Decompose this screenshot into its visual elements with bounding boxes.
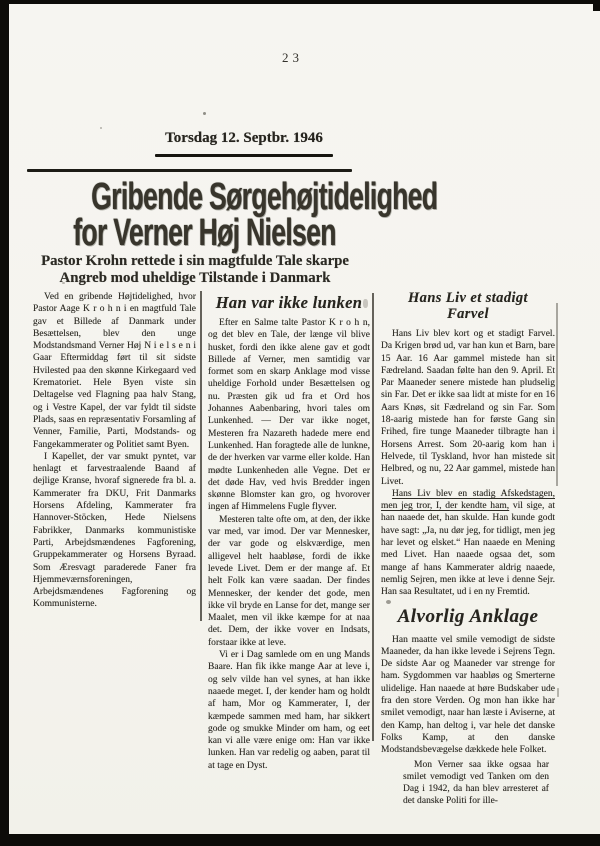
article-paragraph: Hans Liv blev en stadig Afskedstagen, men jeg tror, I, der kendte ham, vil sige, at han naaede det, han skulde. Han kunde godt have sagt: „Ja, nu dør jeg, for tidligt, men jeg har levet og elsket.“ Han naaede en Mening med Livet. Han naaede ogsaa det, som mange af hans Kammerater aldrig naaede, nemlig Sejren, men ikke at leve i denne Sejr. Han saa Resultatet, ud i en ny Fremtid. — [381, 488, 555, 598]
section-subheading: Alvorlig Anklage — [397, 605, 539, 627]
article-paragraph: Efter en Salme talte Pastor K r o h n, og det blev en Tale, der længe vil blive husket, fordi den ikke alene gav et godt Billede af Verner, men samtidig var formet som en skarp Anklage mod visse uheldige Forhold under Besættelsen og nu. Præsten gik ud fra et Ord hos Johannes Aabenbaring, hvori tales om Lunkenhed. — Der var ikke noget, Mesteren fra Nazareth hadede mere end Lunkenhed. Han foragtede alle de lunkne, de der hverken var varme eller kolde. Han mødte Lunkenheden alle Vegne. Det er det døde Hav, ved hvis Bredder ingen skønne Blomster kan gro, og hvorover ingen af Himmelens Fugle flyver. — [208, 318, 370, 513]
article-paragraph-indented: Mon Verner saa ikke ogsaa har smilet vemodigt ved Tanken om den Dag i 1942, da han blev arresteret af det danske Politi for ille- — [403, 759, 549, 807]
underlined-phrase: Hans Liv blev en stadig Afskedstagen, men jeg tror, I, der kendte ham, — [381, 488, 555, 512]
headline-top-rule — [27, 169, 352, 172]
article-paragraph: Vi er i Dag samlede om en ung Mands Baare. Han fik ikke mange Aar at leve i, og selv vilde han vel synes, at han ikke naaede meget. I, der kender ham og holdt af ham, Mor og Kammerater, I, der kæmpede sammen med ham, har sikkert gode og smukke Minder om ham, og eet kan vi alle være enige om: Han var ikke lunken. Han var redelig og aaben, parat til at tage en Dyst. — [208, 650, 370, 771]
article-paragraph: Mesteren talte ofte om, at den, der ikke var med, var imod. Der var Mennesker, der var gode og elskværdige, men alligevel helt haabløse, fordi de ikke levede Livet. Dem er der mange af. Et helt Folk kan være saadan. Der findes Mennesker, der kender det gode, men ikke vil bryde en Lanse for det, mange ser Maalet, men vil ikke kæmpe for at naa det. Dem, der ikke vover en Indsats, forstaar ikke at leve. — [208, 514, 370, 648]
column-divider-3 — [556, 303, 558, 486]
date-line: Torsdag 12. Septbr. 1946 — [165, 130, 323, 146]
column-divider-1 — [200, 291, 202, 621]
page-border-bottom — [0, 834, 600, 846]
subheadline-line-1: Pastor Krohn rettede i sin magtfulde Tale skarpe — [41, 253, 349, 269]
page-border-left — [0, 0, 9, 846]
section-heading-line-1: Hans Liv et stadigt — [408, 290, 528, 306]
scan-speckle — [557, 688, 559, 697]
column-right — [381, 291, 555, 808]
headline-line-1: Gribende Sørgehøjtidelighed — [91, 176, 438, 218]
scan-speckle — [363, 299, 368, 308]
date-underline — [155, 154, 333, 157]
column-left — [33, 291, 196, 611]
section-heading-line-2: Farvel — [447, 305, 489, 322]
subheadline-line-2: Angreb mod uheldige Tilstande i Danmark — [59, 270, 331, 286]
scan-speckle — [203, 112, 206, 115]
headline-line-2: for Verner Høj Nielsen — [73, 212, 336, 254]
article-paragraph: Hans Liv blev kort og et stadigt Farvel. Da Krigen brød ud, var han kun et Barn, bare 15 Aar. 16 Aar gammel mistede han sit Fædreland. Saadan følte han den 9. April. Et Par Maaneder senere mistede han pludselig sin Far. Det er ikke saa lidt at miste for en 16 Aars Knøs, sit Fædreland og sin Far. Som 18-aarig mistede han for første Gang sin Frihed, fire tunge Maaneder tilbragte han i Horsens Arrest. Som 20-aarig kom han i Helvede, til Tyskland, hvor han mistede sit Helbred, og nu, 22 Aar gammel, mistede han Livet. — [381, 329, 555, 487]
column-middle — [208, 293, 370, 772]
section-heading — [381, 291, 555, 322]
column-divider-2 — [372, 293, 374, 741]
article-paragraph: I Kapellet, der var smukt pyntet, var henlagt et farvestraalende Baand af dejlige Kranse, hvoraf signerede fra bl. a. Kammerater fra DKU, Frit Danmarks Horsens Afdeling, Kammerater fra Hannover-Stöcken, Hede Nielsens Fabrikker, Danmarks kommunistiske Parti, Arbejdsmændenes Fagforening, Gruppekammerater og Horsens Byraad. Som Æresvagt paraderede Faner fra Hjemmeværnsforeningen, Arbejdsmændenes Fagforening og Kommunisterne. — [33, 451, 196, 610]
page-number: 23 — [282, 50, 303, 65]
article-paragraph: Han maatte vel smile vemodigt de sidste Maaneder, da han ikke levede i Sejrens Tegn. De sidste Aar og Maaneder var strenge for ham. Sygdommen var haabløs og Smerterne ulidelige. Han naaede at høre Budskaber ude fra den store Verden. Og mon han ikke har smilet vemodigt, naar han læste i Aviserne, at den Kamp, han deltog i, var hele det danske Folks Kamp, at den danske Modstandsbevægelse dækkede hele Folket. — [381, 634, 555, 756]
scan-speckle — [62, 282, 65, 284]
page-border-corner — [593, 0, 600, 11]
scan-speckle — [386, 600, 391, 604]
scan-speckle — [100, 127, 102, 129]
section-heading: Han var ikke lunken — [215, 293, 363, 312]
page-border-top — [0, 0, 600, 4]
article-paragraph: Ved en gribende Højtidelighed, hvor Pastor Aage K r o h n i en magtfuld Tale gav et Billede af Danmark under Besættelsen, blev den unge Modstandsmand Verner Høj N i e l s e n i Gaar Eftermiddag ført til sit sidste Hvilested paa den skønne Kirkegaard ved Krematoriet. Hele Byen viste sin Deltagelse ved Flagning paa halv Stang, og i Vestre Kapel, der var fyldt til sidste Plads, saas en repræsentativ Forsamling af Venner, Familie, Parti, Modstands- og Fangekammerater og Politiet samt Byen. — [33, 292, 196, 450]
